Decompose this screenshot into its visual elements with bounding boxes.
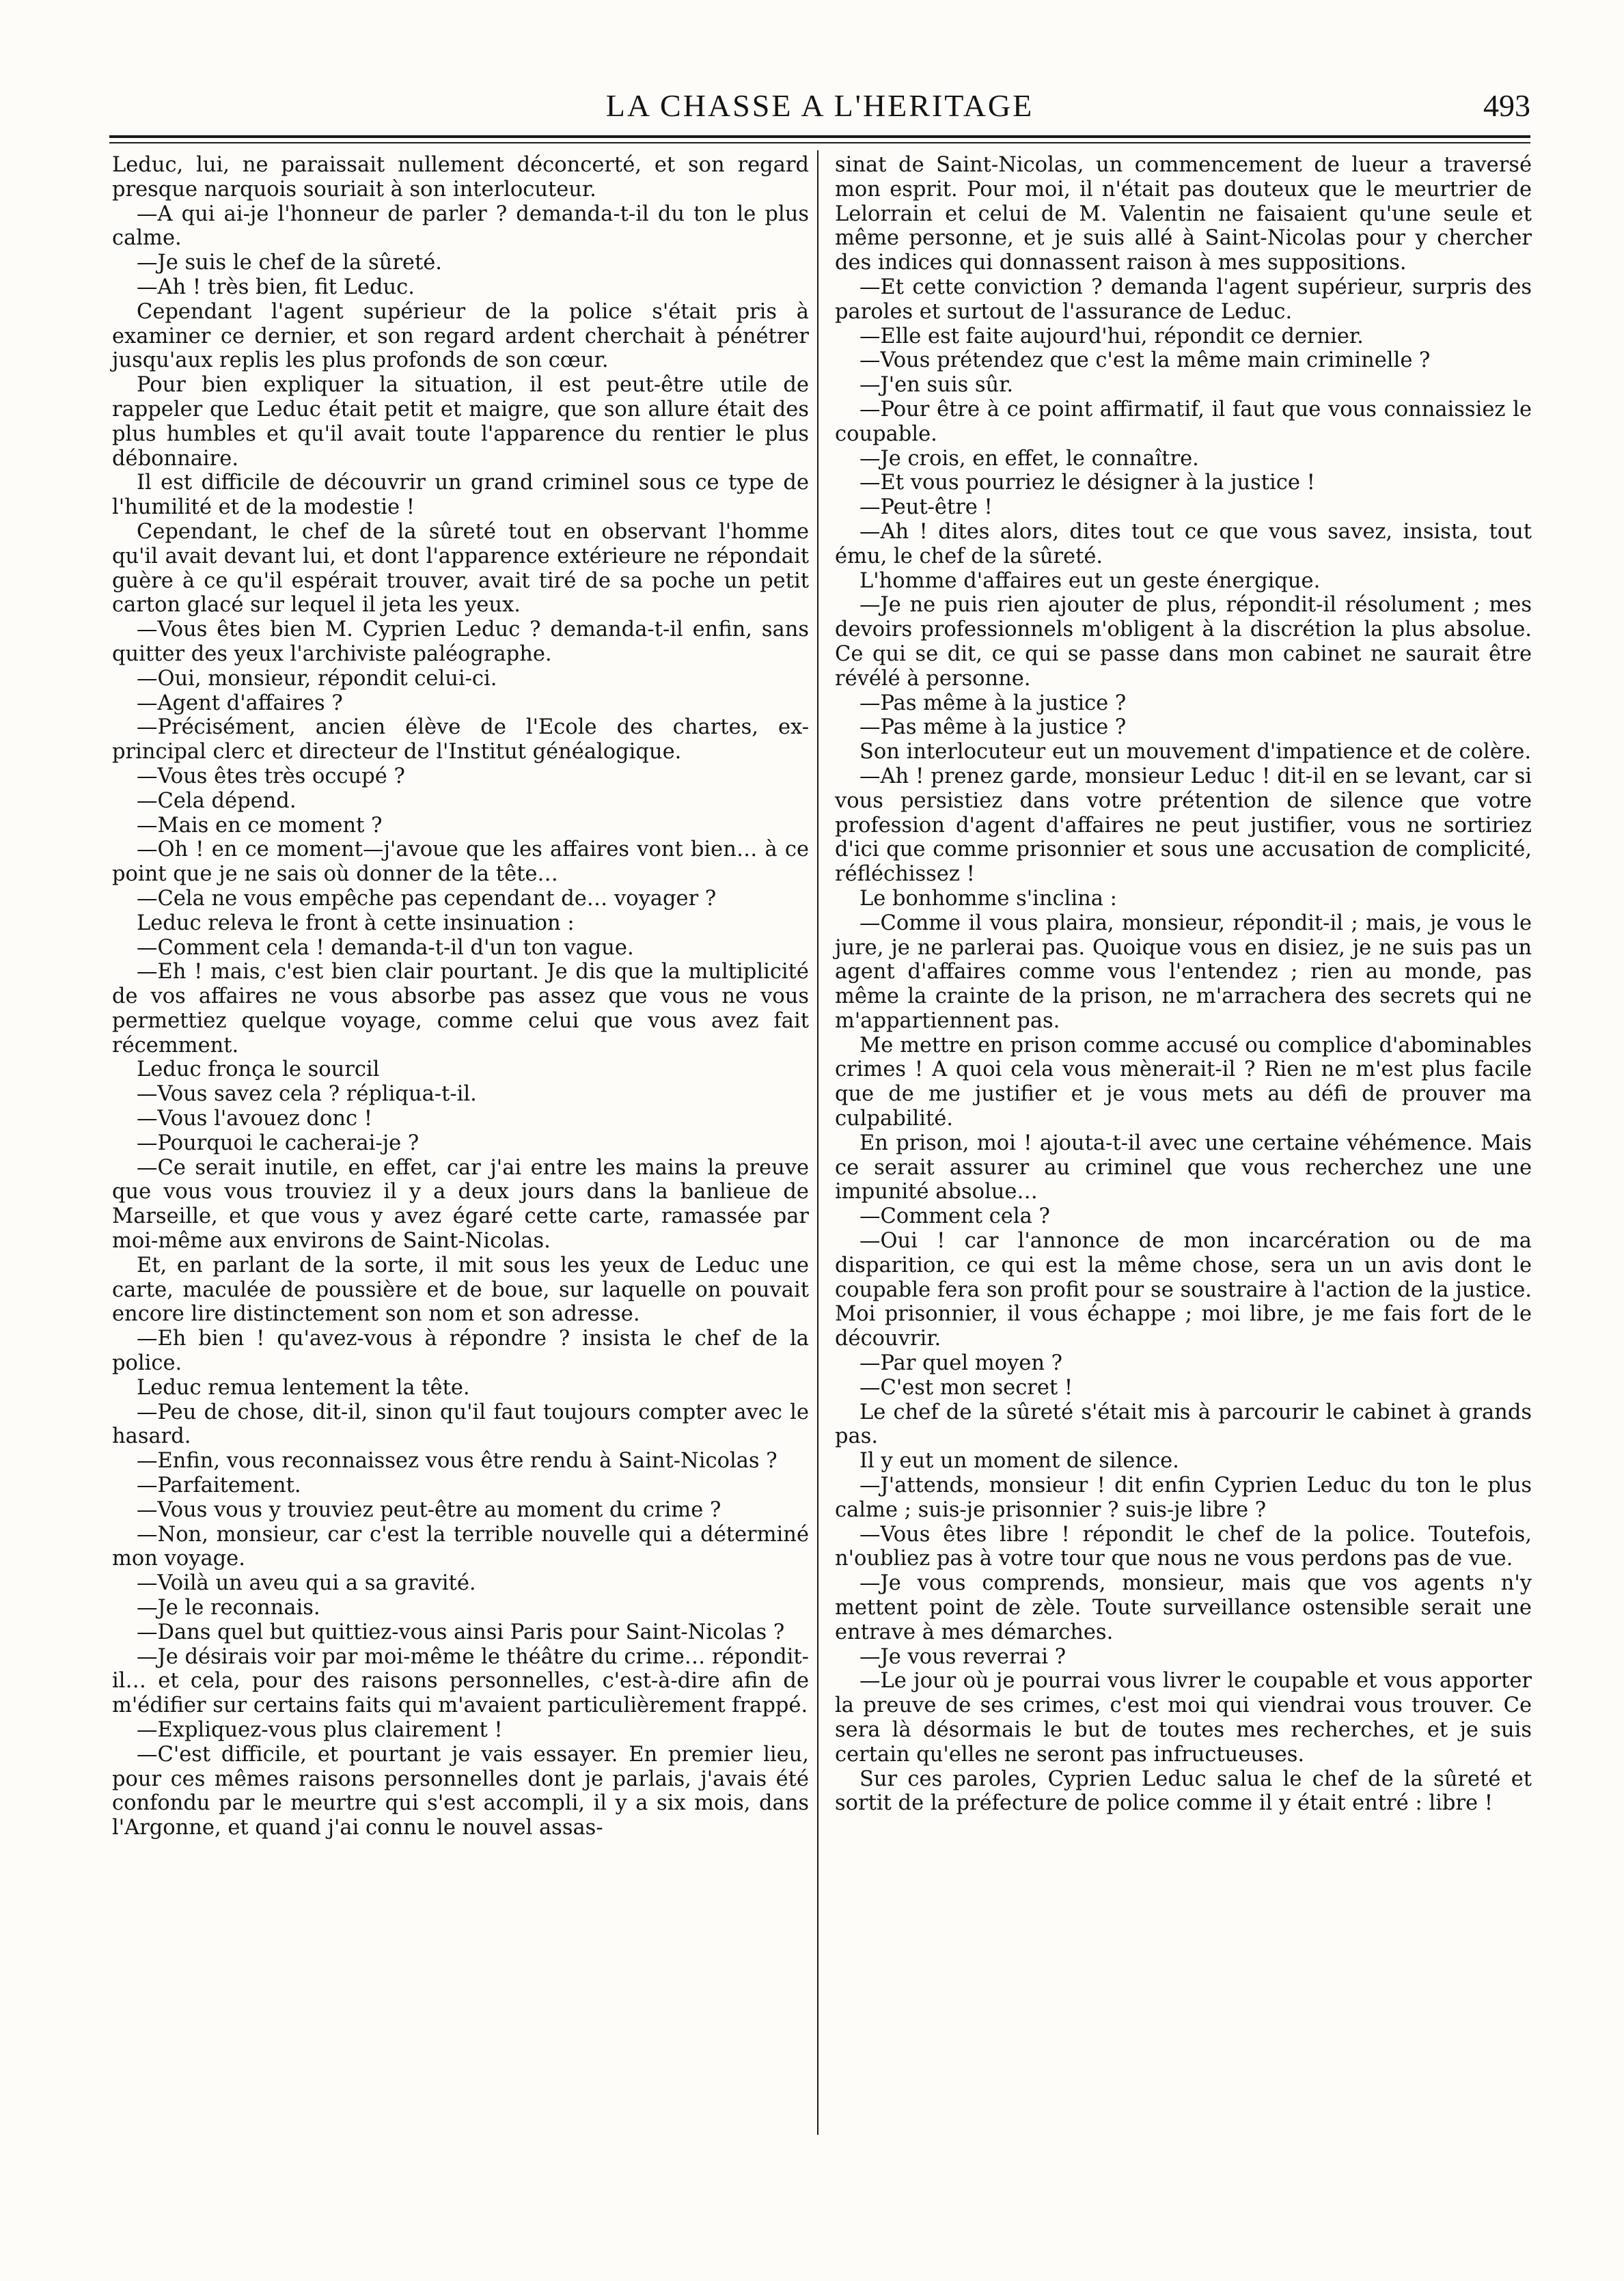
paragraph: Leduc remua lentement la tête. bbox=[137, 1375, 470, 1400]
paragraph: —Vous l'avouez donc ! bbox=[137, 1107, 373, 1131]
paragraph: —Peu de chose, dit-il, sinon qu'il faut toujours compter avec le hasard. bbox=[112, 1400, 809, 1449]
paragraph: —Je vous reverrai ? bbox=[859, 1644, 1066, 1669]
paragraph: Leduc, lui, ne paraissait nullement déconcerté, et son regard presque narquois souriait à son interlocuteur. bbox=[112, 153, 809, 202]
paragraph: —Enfin, vous reconnaissez vous être rendu à Saint-Nicolas ? bbox=[137, 1449, 777, 1474]
paragraph: —Agent d'affaires ? bbox=[137, 691, 343, 715]
paragraph: —Vous prétendez que c'est la même main criminelle ? bbox=[859, 348, 1431, 373]
paragraph: —Non, monsieur, car c'est la terrible nouvelle qui a déterminé mon voyage. bbox=[112, 1522, 809, 1571]
paragraph: —Oui ! car l'annonce de mon incarcération ou de ma disparition, ce qui est la même chose, sera un un avis dont le coupable fera son profit pour se soustraire à l'action de la justice. Moi prisonnier, il vous échappe ; moi libre, je me fais fort de le découvrir. bbox=[835, 1229, 1532, 1351]
paragraph: —Et cette conviction ? demanda l'agent supérieur, surpris des paroles et surtout de l'assurance de Leduc. bbox=[835, 275, 1532, 324]
paragraph: —Eh bien ! qu'avez-vous à répondre ? insista le chef de la police. bbox=[112, 1327, 809, 1376]
paragraph: —C'est mon secret ! bbox=[859, 1375, 1073, 1400]
paragraph: —Et vous pourriez le désigner à la justice ! bbox=[859, 471, 1315, 495]
paragraph: L'homme d'affaires eut un geste énergique. bbox=[859, 568, 1321, 593]
paragraph: —Par quel moyen ? bbox=[859, 1351, 1063, 1376]
left-column bbox=[112, 153, 809, 1840]
paragraph: En prison, moi ! ajouta-t-il avec une certaine véhémence. Mais ce serait assurer au criminel que vous recherchez une une impunité absolue… bbox=[835, 1131, 1532, 1204]
paragraph: —Mais en ce moment ? bbox=[137, 813, 383, 838]
paragraph: —Précisément, ancien élève de l'Ecole des chartes, ex-principal clerc et directeur de l'Institut généalogique. bbox=[112, 715, 809, 764]
paragraph: —Cela dépend. bbox=[137, 788, 297, 813]
paragraph: —Vous êtes très occupé ? bbox=[137, 764, 405, 788]
paragraph: —Peut-être ! bbox=[859, 495, 993, 520]
paragraph: —Comment cela ! demanda-t-il d'un ton vague. bbox=[137, 935, 634, 960]
header-rule bbox=[109, 135, 1530, 138]
paragraph: —Pas même à la justice ? bbox=[859, 715, 1127, 740]
paragraph: —Je vous comprends, monsieur, mais que vos agents n'y mettent point de zèle. Toute surveillance ostensible serait une entrave à mes démarches. bbox=[835, 1571, 1532, 1644]
column-divider bbox=[817, 150, 818, 2135]
paragraph: —Comme il vous plaira, monsieur, répondit-il ; mais, je vous le jure, je ne parlerai pas. Quoique vous en disiez, je ne suis pas un agent d'affaires comme vous l'entendez ; rien au monde, pas même la crainte de la prison, ne m'arrachera des secrets qui ne m'appartiennent pas. bbox=[835, 911, 1532, 1033]
paragraph: —Je ne puis rien ajouter de plus, répondit-il résolument ; mes devoirs professionnels m'obligent à la discrétion la plus absolue. Ce qui se dit, ce qui se passe dans mon cabinet ne saurait être révélé à personne. bbox=[835, 593, 1532, 691]
running-header bbox=[109, 87, 1530, 128]
paragraph: Sur ces paroles, Cyprien Leduc salua le chef de la sûreté et sortit de la préfecture de police comme il y était entré : libre ! bbox=[835, 1767, 1532, 1816]
paragraph: Pour bien expliquer la situation, il est peut-être utile de rappeler que Leduc était petit et maigre, que son allure était des plus humbles et qu'il avait toute l'apparence du rentier le plus débonnaire. bbox=[112, 373, 809, 471]
paragraph: —Vous êtes libre ! répondit le chef de la police. Toutefois, n'oubliez pas à votre tour que nous ne vous perdons pas de vue. bbox=[835, 1522, 1532, 1571]
paragraph: Leduc fronça le sourcil bbox=[137, 1057, 380, 1082]
paragraph: —Comment cela ? bbox=[859, 1204, 1050, 1229]
paragraph: —Je crois, en effet, le connaître. bbox=[859, 446, 1199, 471]
paragraph: —Pas même à la justice ? bbox=[859, 691, 1127, 715]
paragraph: —Vous savez cela ? répliqua-t-il. bbox=[137, 1082, 477, 1107]
paragraph: —Ce serait inutile, en effet, car j'ai entre les mains la preuve que vous vous trouviez il y a deux jours dans la banlieue de Marseille, et que vous y avez égaré cette carte, ramassée par moi-même aux environs de Saint-Nicolas. bbox=[112, 1155, 809, 1254]
paragraph: Et, en parlant de la sorte, il mit sous les yeux de Leduc une carte, maculée de poussière et de boue, sur laquelle on pouvait encore lire distinctement son nom et son adresse. bbox=[112, 1253, 809, 1327]
paragraph: —Ah ! très bien, fit Leduc. bbox=[137, 275, 415, 299]
paragraph: —Oui, monsieur, répondit celui-ci. bbox=[137, 666, 497, 691]
paragraph: —Pour être à ce point affirmatif, il faut que vous connaissiez le coupable. bbox=[835, 397, 1532, 446]
paragraph: —Le jour où je pourrai vous livrer le coupable et vous apporter la preuve de ses crimes, c'est moi qui viendrai vous trouver. Ce sera là désormais le but de toutes mes recherches, et je suis certain qu'elles ne seront pas infructueuses. bbox=[835, 1669, 1532, 1767]
paragraph: —J'en suis sûr. bbox=[859, 373, 1014, 398]
right-column bbox=[835, 153, 1532, 1816]
paragraph: —Eh ! mais, c'est bien clair pourtant. Je dis que la multiplicité de vos affaires ne vous absorbe pas assez que vous ne vous permettiez quelque voyage, comme celui que vous avez fait récemment. bbox=[112, 960, 809, 1057]
paragraph-continuation: sinat de Saint-Nicolas, un commencement de lueur a traversé mon esprit. Pour moi, il n'était pas douteux que le meurtrier de Lelorrain et celui de M. Valentin ne faisaient qu'une seule et même personne, et je suis allé à Saint-Nicolas pour y chercher des indices qui donnassent raison à mes suppositions. bbox=[835, 153, 1532, 275]
paragraph: —Parfaitement. bbox=[137, 1474, 301, 1498]
page-number: 493 bbox=[1483, 88, 1530, 123]
paragraph: Le chef de la sûreté s'était mis à parcourir le cabinet à grands pas. bbox=[835, 1400, 1532, 1449]
paragraph: Cependant, le chef de la sûreté tout en observant l'homme qu'il avait devant lui, et dont l'apparence extérieure ne répondait guère à ce qu'il espérait trouver, avait tiré de sa poche un petit carton glacé sur lequel il jeta les yeux. bbox=[112, 519, 809, 618]
paragraph: Il y eut un moment de silence. bbox=[859, 1449, 1179, 1474]
paragraph: —Vous vous y trouviez peut-être au moment du crime ? bbox=[137, 1497, 721, 1522]
paragraph: —A qui ai-je l'honneur de parler ? demanda-t-il du ton le plus calme. bbox=[112, 202, 809, 251]
paragraph: Leduc releva le front à cette insinuation : bbox=[137, 911, 575, 935]
paragraph: —Cela ne vous empêche pas cependant de… voyager ? bbox=[137, 886, 717, 911]
running-title: LA CHASSE A L'HERITAGE bbox=[605, 88, 1034, 123]
paragraph: —Je désirais voir par moi-même le théâtre du crime… répondit-il… et cela, pour des raisons personnelles, c'est-à-dire afin de m'édifier sur certains faits qui m'avaient particulièrement frappé. bbox=[112, 1644, 809, 1718]
paragraph: —Je suis le chef de la sûreté. bbox=[137, 251, 442, 275]
paragraph: —Pourquoi le cacherai-je ? bbox=[137, 1131, 419, 1155]
paragraph: Le bonhomme s'inclina : bbox=[859, 886, 1117, 911]
header-rule-thin bbox=[109, 142, 1530, 143]
paragraph: Il est difficile de découvrir un grand criminel sous ce type de l'humilité et de la modestie ! bbox=[112, 471, 809, 520]
paragraph: —Expliquez-vous plus clairement ! bbox=[137, 1718, 503, 1742]
paragraph: —C'est difficile, et pourtant je vais essayer. En premier lieu, pour ces mêmes raisons personnelles dont je parlais, j'avais été confondu par le meurtre qui s'est accompli, il y a six mois, dans l'Argonne, et quand j'ai connu le nouvel assas- bbox=[112, 1742, 809, 1840]
paragraph: —J'attends, monsieur ! dit enfin Cyprien Leduc du ton le plus calme ; suis-je prisonnier ? suis-je libre ? bbox=[835, 1474, 1532, 1522]
paragraph: —Oh ! en ce moment—j'avoue que les affaires vont bien… à ce point que je ne sais où donner de la tête… bbox=[112, 838, 809, 887]
paragraph: —Vous êtes bien M. Cyprien Leduc ? demanda-t-il enfin, sans quitter des yeux l'archiviste paléographe. bbox=[112, 618, 809, 666]
paragraph: —Je le reconnais. bbox=[137, 1596, 320, 1620]
paragraph: Son interlocuteur eut un mouvement d'impatience et de colère. bbox=[859, 740, 1532, 764]
paragraph: —Elle est faite aujourd'hui, répondit ce dernier. bbox=[859, 324, 1364, 348]
paragraph: —Ah ! prenez garde, monsieur Leduc ! dit-il en se levant, car si vous persistiez dans votre prétention de silence que votre profession d'agent d'affaires ne peut justifier, vous ne sortiriez d'ici que comme prisonnier et sous une accusation de complicité, réfléchissez ! bbox=[835, 764, 1532, 887]
paragraph: Me mettre en prison comme accusé ou complice d'abominables crimes ! A quoi cela vous mènerait-il ? Rien ne m'est plus facile que de me justifier et je vous mets au défi de prouver ma culpabilité. bbox=[835, 1033, 1532, 1131]
paragraph: —Ah ! dites alors, dites tout ce que vous savez, insista, tout ému, le chef de la sûreté. bbox=[835, 519, 1532, 568]
paragraph: —Dans quel but quittiez-vous ainsi Paris pour Saint-Nicolas ? bbox=[137, 1620, 785, 1644]
paragraph: Cependant l'agent supérieur de la police s'était pris à examiner ce dernier, et son regard ardent cherchait à pénétrer jusqu'aux replis les plus profonds de son cœur. bbox=[112, 299, 809, 373]
paragraph: —Voilà un aveu qui a sa gravité. bbox=[137, 1571, 476, 1596]
